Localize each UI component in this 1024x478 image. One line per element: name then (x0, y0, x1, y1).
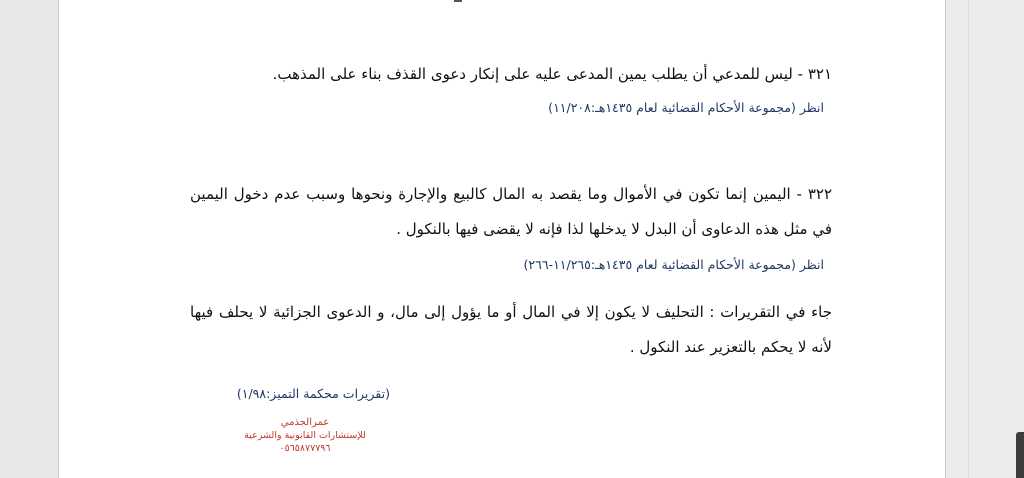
panel-scroll-handle[interactable] (1016, 432, 1024, 478)
stamp-subtitle: للإستشارات القانونية والشرعية (244, 430, 366, 441)
article-322-text: ٣٢٢ - اليمين إنما تكون في الأموال وما يقصد به المال كالبيع والإجارة ونحوها وسبب عدم دخول اليمين في مثل هذه الدعاوى أن البدل لا يدخلها لذا فإنه لا يقضى فيها بالنكول . (190, 185, 832, 238)
article-321 (190, 57, 832, 118)
stamp-name: عمرالجذمي (280, 417, 330, 428)
article-321-reference: انظر (مجموعة الأحكام القضائية لعام ١٤٣٥هـ:١١/٢٠٨) (548, 100, 824, 115)
taqrirat-paragraph (190, 295, 832, 365)
taqrirat-text: جاء في التقريرات : التحليف لا يكون إلا في المال أو ما يؤول إلى مال، و الدعوى الجزائية لا يحلف فيها لأنه لا يحكم بالتعزير عند النكول . (190, 303, 832, 356)
article-321-text: ٣٢١ - ليس للمدعي أن يطلب يمين المدعى عليه على إنكار دعوى القذف بناء على المذهب. (272, 65, 832, 83)
taqrirat-reference: (تقريرات محكمة التميز:١/٩٨) (236, 386, 390, 401)
page-top-mark (454, 0, 462, 2)
article-322 (190, 177, 832, 275)
left-workspace-margin (0, 0, 58, 478)
consultant-stamp (225, 416, 385, 455)
article-322-reference: انظر (مجموعة الأحكام القضائية لعام ١٤٣٥هـ:١١/٢٦٥-٢٦٦) (523, 257, 824, 272)
stamp-phone: ٠٥٦٥٨٧٧٧٩٦ (279, 443, 331, 454)
panel-divider (968, 0, 969, 478)
right-side-panel (946, 0, 1024, 478)
